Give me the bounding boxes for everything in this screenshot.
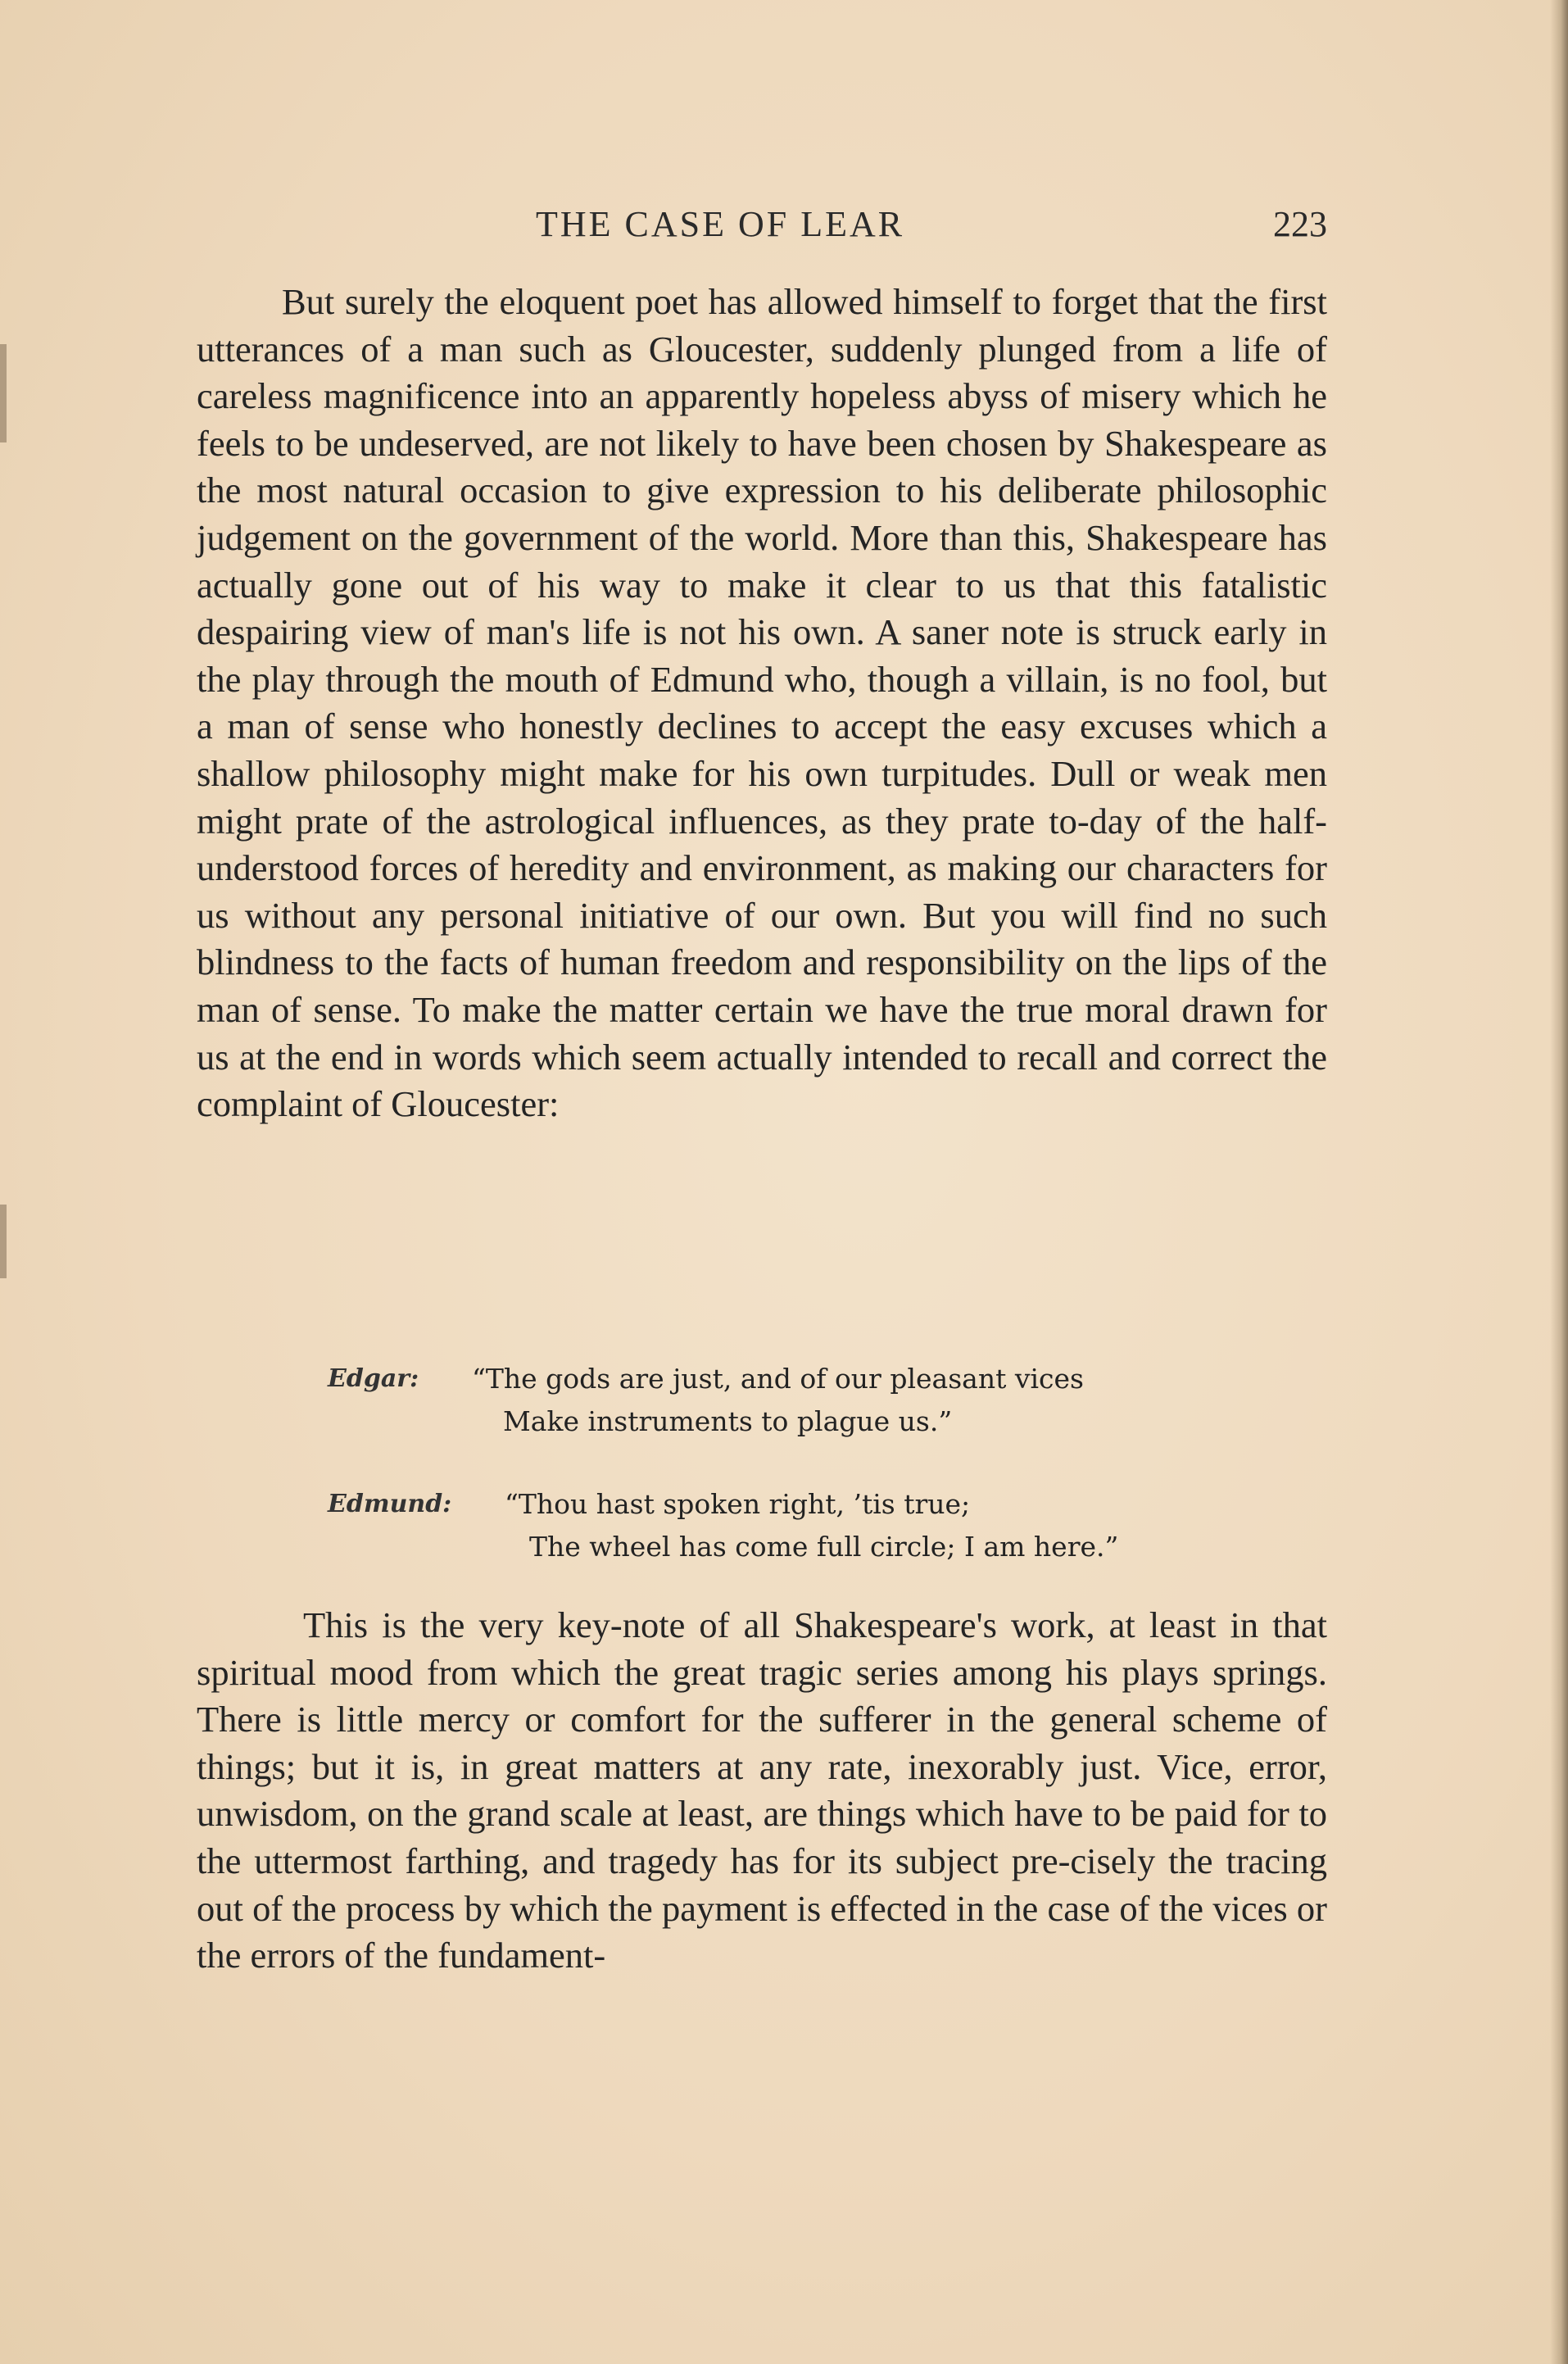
verse-line: Make instruments to plague us.” bbox=[503, 1405, 953, 1437]
verse-line: “The gods are just, and of our pleasant vices bbox=[472, 1363, 1084, 1395]
binding-mark bbox=[0, 1205, 7, 1278]
verse-line: The wheel has come full circle; I am here.” bbox=[529, 1531, 1119, 1563]
verse-line: “Thou hast spoken right, ’tis true; bbox=[505, 1488, 971, 1520]
binding-mark bbox=[0, 344, 7, 442]
speaker-label: Edgar: bbox=[328, 1364, 419, 1393]
page-edge-shadow bbox=[1550, 0, 1568, 2364]
speaker-label: Edmund: bbox=[328, 1490, 452, 1518]
verse-lines bbox=[505, 1483, 1324, 1568]
verse-lines bbox=[472, 1358, 1291, 1443]
paragraph-2: This is the very key-note of all Shakespeare's work, at least in that spiritual mood from which the great tragic series among his plays springs. There is little mercy or comfort for the sufferer in the general scheme of things; but it is, in great matters at any rate, inexorably just. Vice, error, unwisdom, on the grand scale at least, are things which have to be paid for to the uttermost farthing, and tragedy has for its subject pre-cisely the tracing out of the process by which the payment is effected in the case of the vices or the errors of the fundament- bbox=[197, 1604, 1327, 1976]
page-number: 223 bbox=[1273, 204, 1327, 244]
running-head bbox=[197, 203, 1327, 252]
running-title: THE CASE OF LEAR bbox=[536, 204, 905, 244]
paragraph-1: But surely the eloquent poet has allowed himself to forget that the first utterances of a man such as Gloucester, suddenly plunged from a life of careless magnificence into an apparently hopeless abyss of misery which he feels to be undeserved, are not likely to have been chosen by Shakespeare as the most natural occasion to give expression to his deliberate philosophic judgement on the government of the world. More than this, Shakespeare has actually gone out of his way to make it clear to us that this fatalistic despairing view of man's life is not his own. A saner note is struck early in the play through the mouth of Edmund who, though a villain, is no fool, but a man of sense who honestly declines to accept the easy excuses which a shallow philosophy might make for his own turpitudes. Dull or weak men might prate of the astrological influences, as they prate to-day of the half-understood forces of heredity and environment, as making our characters for us without any personal initiative of our own. But you will find no such blindness to the facts of human freedom and responsibility on the lips of the man of sense. To make the matter certain we have the true moral drawn for us at the end in words which seem actually intended to recall and correct the complaint of Gloucester: bbox=[197, 281, 1327, 1125]
